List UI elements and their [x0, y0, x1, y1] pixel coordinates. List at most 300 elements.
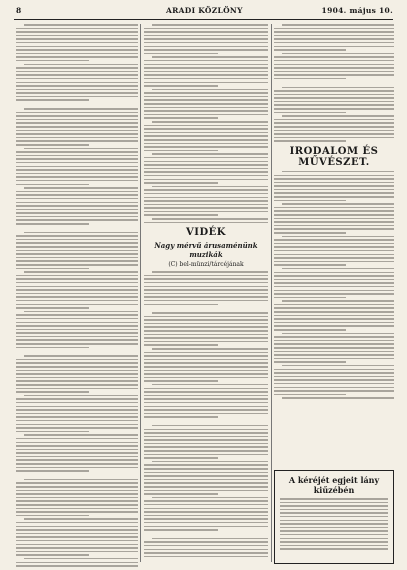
text-line: [24, 271, 138, 273]
text-line: [16, 384, 138, 386]
text-line: [16, 235, 138, 237]
text-line: [16, 202, 138, 204]
text-line: [274, 74, 394, 76]
text-line: [274, 351, 394, 353]
text-line: [274, 311, 394, 313]
text-line: [274, 112, 346, 114]
text-line: [274, 286, 394, 288]
text-line: [282, 397, 394, 399]
text-line: [274, 239, 394, 241]
text-line: [16, 416, 138, 418]
text-line: [16, 246, 138, 248]
text-line: [144, 337, 268, 339]
text-line: [274, 192, 394, 194]
text-line: [16, 223, 89, 225]
text-line: [16, 526, 138, 528]
text-line: [144, 508, 268, 510]
text-line: [16, 318, 138, 320]
text-line: [144, 300, 268, 302]
text-line: [144, 391, 268, 393]
text-line: [16, 486, 138, 488]
text-line: [152, 24, 268, 26]
text-line: [144, 182, 218, 184]
text-line: [16, 212, 138, 214]
text-line: [24, 479, 138, 481]
text-line: [144, 278, 268, 280]
text-line: [274, 42, 394, 44]
text-line: [16, 176, 138, 178]
text-line: [16, 490, 138, 492]
text-line: [144, 222, 268, 224]
text-line: [280, 520, 388, 522]
text-line: [144, 179, 268, 181]
text-line: [16, 85, 138, 87]
text-line: [16, 92, 138, 94]
text-line: [144, 60, 268, 62]
text-line: [144, 511, 268, 513]
text-line: [144, 326, 268, 328]
text-line: [16, 377, 138, 379]
text-line: [152, 348, 268, 350]
text-line: [16, 122, 138, 124]
text-line: [274, 246, 394, 248]
text-line: [16, 391, 89, 393]
text-line: [144, 214, 218, 216]
text-line: [144, 85, 218, 87]
text-line: [24, 108, 138, 110]
text-line: [144, 388, 268, 390]
text-line: [144, 31, 268, 33]
text-line: [16, 409, 138, 411]
page-number: 8: [16, 6, 22, 15]
text-line: [152, 89, 268, 91]
text-line: [16, 268, 89, 270]
text-line: [274, 64, 394, 66]
text-line: [144, 103, 268, 105]
text-line: [16, 71, 138, 73]
text-line: [16, 133, 138, 135]
text-line: [274, 108, 394, 110]
section-title: IRODALOM ÉS MŰVÉSZET.: [289, 145, 379, 168]
text-line: [274, 394, 346, 396]
text-line: [144, 49, 268, 51]
text-line: [144, 46, 268, 48]
text-line: [274, 71, 394, 73]
text-line: [274, 140, 346, 142]
text-line: [16, 173, 138, 175]
text-line: [282, 300, 394, 302]
text-line: [144, 128, 268, 130]
text-line: [144, 454, 268, 456]
text-line: [144, 161, 268, 163]
text-line: [16, 427, 138, 429]
text-line: [144, 359, 268, 361]
text-line: [274, 307, 394, 309]
text-line: [152, 497, 268, 499]
text-line: [16, 467, 138, 469]
text-line: [144, 110, 268, 112]
text-line: [16, 482, 138, 484]
text-line: [152, 218, 268, 220]
text-line: [274, 133, 394, 135]
text-line: [280, 502, 388, 504]
text-line: [16, 497, 138, 499]
text-line: [16, 456, 138, 458]
text-line: [16, 431, 89, 433]
text-line: [152, 153, 268, 155]
text-line: [24, 232, 138, 234]
text-line: [16, 169, 138, 171]
text-line: [16, 402, 138, 404]
text-line: [16, 314, 138, 316]
text-line: [274, 243, 394, 245]
text-line: [16, 504, 138, 506]
text-line: [144, 211, 268, 213]
text-line: [144, 35, 268, 37]
text-line: [144, 344, 218, 346]
text-line: [274, 275, 394, 277]
text-line: [16, 144, 89, 146]
text-line: [144, 504, 268, 506]
text-line: [144, 319, 268, 321]
text-line: [144, 53, 218, 55]
text-line: [274, 104, 394, 106]
text-line: [274, 122, 394, 124]
text-line: [144, 78, 268, 80]
text-line: [144, 468, 268, 470]
text-line: [144, 406, 268, 408]
text-line: [282, 236, 394, 238]
text-line: [280, 523, 388, 525]
text-line: [16, 60, 89, 62]
header-rule: [14, 19, 393, 20]
text-line: [274, 372, 394, 374]
text-line: [16, 42, 138, 44]
text-line: [16, 74, 138, 76]
text-line: [144, 398, 268, 400]
text-line: [16, 96, 138, 98]
text-line: [24, 24, 138, 26]
text-line: [16, 544, 138, 546]
text-line: [144, 377, 268, 379]
text-line: [16, 562, 138, 564]
text-line: [274, 78, 346, 80]
text-line: [16, 158, 138, 160]
text-line: [152, 425, 268, 427]
text-line: [16, 49, 138, 51]
text-line: [16, 339, 138, 341]
issue-date: 1904. május 10.: [321, 6, 393, 15]
text-line: [274, 315, 394, 317]
text-line: [144, 168, 268, 170]
text-line: [274, 336, 394, 338]
text-line: [274, 119, 394, 121]
text-line: [152, 384, 268, 386]
text-line: [274, 272, 394, 274]
text-line: [274, 250, 394, 252]
text-line: [144, 370, 268, 372]
text-line: [282, 365, 394, 367]
text-line: [144, 355, 268, 357]
text-line: [24, 395, 138, 397]
article-title: Nagy mérvű árusaménünk muzikák: [154, 241, 258, 260]
text-line: [16, 322, 138, 324]
text-line: [274, 257, 394, 259]
text-line: [144, 193, 268, 195]
text-line: [16, 366, 138, 368]
text-line: [144, 286, 268, 288]
text-line: [16, 493, 138, 495]
text-line: [274, 387, 394, 389]
page-header: [16, 6, 393, 18]
text-line: [144, 304, 218, 306]
text-line: [16, 115, 138, 117]
text-line: [16, 388, 138, 390]
column-1: [16, 24, 138, 564]
text-line: [16, 137, 138, 139]
text-line: [144, 416, 218, 418]
text-line: [16, 257, 138, 259]
text-line: [144, 518, 268, 520]
text-line: [16, 130, 138, 132]
text-line: [24, 518, 138, 520]
text-line: [144, 132, 268, 134]
text-line: [144, 334, 268, 336]
text-line: [16, 452, 138, 454]
text-line: [274, 196, 394, 198]
text-line: [16, 540, 138, 542]
text-line: [282, 268, 394, 270]
notice-box: [274, 470, 394, 564]
text-line: [274, 293, 394, 295]
text-line: [274, 343, 394, 345]
text-line: [16, 140, 138, 142]
text-line: [144, 436, 268, 438]
text-line: [16, 336, 138, 338]
text-line: [16, 180, 138, 182]
text-line: [144, 164, 268, 166]
text-line: [282, 53, 394, 55]
text-line: [274, 49, 346, 51]
text-line: [16, 424, 138, 426]
text-line: [144, 150, 218, 152]
text-line: [16, 536, 138, 538]
text-line: [280, 498, 388, 500]
text-line: [274, 31, 394, 33]
text-line: [144, 515, 268, 517]
text-line: [16, 296, 138, 298]
text-line: [16, 293, 138, 295]
text-line: [274, 210, 394, 212]
text-line: [144, 175, 268, 177]
text-line: [280, 541, 388, 543]
text-line: [144, 135, 268, 137]
text-line: [16, 362, 138, 364]
text-line: [144, 522, 268, 524]
text-line: [16, 286, 138, 288]
text-line: [16, 398, 138, 400]
text-line: [274, 383, 394, 385]
text-line: [282, 24, 394, 26]
text-line: [24, 64, 138, 66]
text-line: [144, 446, 268, 448]
text-line: [16, 329, 138, 331]
text-line: [16, 373, 138, 375]
text-line: [144, 482, 268, 484]
text-line: [274, 28, 394, 30]
text-line: [274, 261, 394, 263]
text-line: [16, 522, 138, 524]
text-line: [16, 511, 138, 513]
text-line: [274, 361, 346, 363]
text-line: [274, 185, 394, 187]
text-line: [152, 538, 268, 540]
text-line: [274, 347, 394, 349]
text-line: [16, 78, 138, 80]
text-line: [16, 53, 138, 55]
text-line: [144, 402, 268, 404]
text-line: [274, 322, 394, 324]
text-line: [274, 182, 394, 184]
text-line: [16, 126, 138, 128]
text-line: [274, 329, 346, 331]
text-line: [144, 486, 268, 488]
text-line: [24, 187, 138, 189]
text-line: [16, 380, 138, 382]
text-line: [144, 432, 268, 434]
text-line: [144, 373, 268, 375]
text-line: [16, 442, 138, 444]
text-line: [274, 282, 394, 284]
text-line: [16, 89, 138, 91]
text-line: [274, 35, 394, 37]
text-line: [144, 114, 268, 116]
text-line: [274, 279, 394, 281]
text-line: [144, 197, 268, 199]
text-line: [16, 347, 89, 349]
text-line: [16, 508, 138, 510]
text-line: [16, 219, 138, 221]
text-line: [280, 538, 388, 540]
text-line: [144, 352, 268, 354]
text-line: [16, 406, 138, 408]
text-line: [274, 97, 394, 99]
text-line: [144, 450, 268, 452]
text-line: [16, 554, 89, 556]
text-line: [144, 139, 268, 141]
text-line: [16, 112, 138, 114]
text-line: [152, 121, 268, 123]
text-line: [16, 304, 138, 306]
text-line: [144, 457, 218, 459]
text-line: [16, 264, 138, 266]
article-subtitle: (C) bel-münzi/tárcéjának: [168, 261, 244, 269]
text-line: [144, 341, 268, 343]
text-line: [16, 46, 138, 48]
text-line: [16, 413, 138, 415]
text-line: [16, 82, 138, 84]
text-line: [144, 409, 268, 411]
column-separator: [140, 24, 141, 562]
text-line: [16, 438, 138, 440]
text-line: [274, 189, 394, 191]
text-line: [274, 218, 394, 220]
text-line: [16, 449, 138, 451]
text-line: [16, 370, 138, 372]
text-line: [16, 209, 138, 211]
text-line: [16, 216, 138, 218]
text-line: [16, 242, 138, 244]
text-line: [144, 439, 268, 441]
text-line: [280, 512, 388, 514]
text-line: [274, 67, 394, 69]
text-line: [274, 369, 394, 371]
text-line: [16, 278, 138, 280]
section-title: VIDÉK: [186, 227, 226, 239]
text-line: [144, 92, 268, 94]
text-line: [16, 332, 138, 334]
text-line: [144, 500, 268, 502]
text-line: [16, 38, 138, 40]
text-line: [16, 191, 138, 193]
text-line: [144, 529, 218, 531]
text-line: [152, 461, 268, 463]
text-line: [274, 207, 394, 209]
text-line: [274, 304, 394, 306]
text-line: [280, 534, 388, 536]
text-line: [144, 64, 268, 66]
text-line: [274, 225, 394, 227]
column-separator: [271, 24, 272, 562]
text-line: [274, 175, 394, 177]
text-line: [282, 333, 394, 335]
text-line: [274, 376, 394, 378]
text-line: [16, 56, 138, 58]
text-line: [144, 296, 268, 298]
text-line: [24, 355, 138, 357]
text-line: [280, 548, 388, 550]
text-line: [274, 290, 394, 292]
text-line: [274, 228, 394, 230]
text-line: [144, 464, 268, 466]
text-line: [144, 366, 268, 368]
text-line: [274, 94, 394, 96]
text-line: [16, 565, 138, 567]
text-line: [144, 293, 268, 295]
text-line: [144, 316, 268, 318]
text-line: [16, 420, 138, 422]
text-line: [16, 282, 138, 284]
text-line: [274, 318, 394, 320]
text-line: [282, 171, 394, 173]
text-line: [144, 490, 268, 492]
text-line: [24, 311, 138, 313]
text-line: [144, 545, 268, 547]
text-line: [16, 289, 138, 291]
text-line: [144, 204, 268, 206]
text-line: [144, 472, 268, 474]
text-line: [16, 162, 138, 164]
text-line: [16, 184, 89, 186]
text-line: [16, 500, 138, 502]
text-line: [144, 282, 268, 284]
text-line: [144, 556, 268, 558]
text-line: [24, 558, 138, 560]
text-line: [144, 207, 268, 209]
text-line: [280, 527, 388, 529]
text-line: [16, 155, 138, 157]
text-line: [144, 549, 268, 551]
